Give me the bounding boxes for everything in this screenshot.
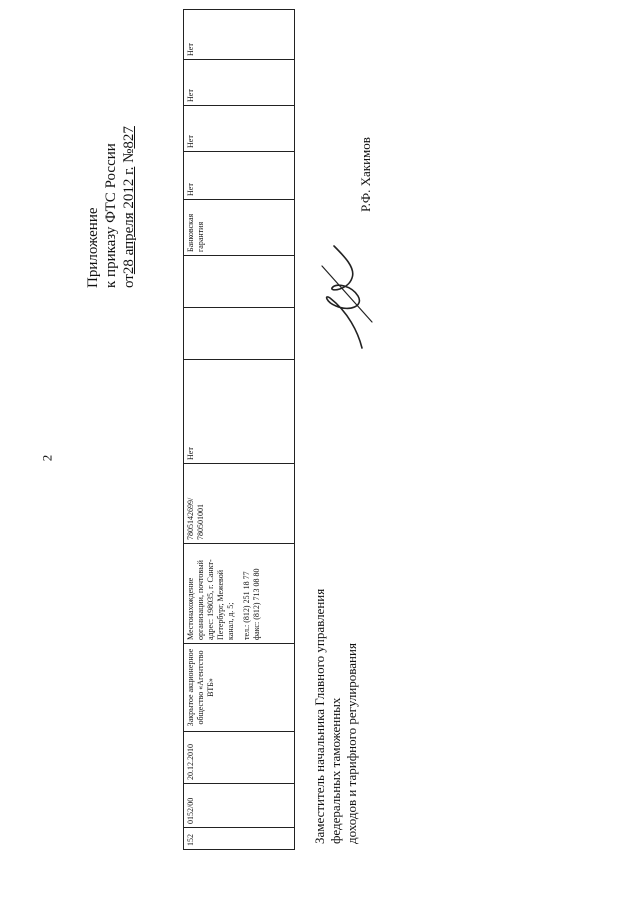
cell-org: Закрытое акционерное общество «Агентство ВТБ» (184, 644, 295, 732)
cell-reg-no: 0152/00 (184, 784, 295, 828)
cell-col13: Нет (184, 60, 295, 106)
fax-text: факс: (812) 713 08 80 (252, 568, 261, 640)
cell-num: 152 (184, 828, 295, 850)
handwritten-signature (318, 242, 378, 352)
table-row (184, 10, 295, 850)
annex-date-line (120, 28, 138, 288)
signer-name: Р.Ф. Хакимов (358, 137, 373, 212)
registry-table (183, 9, 295, 850)
annex-title: Приложение (85, 207, 101, 288)
cell-col12: Нет (184, 106, 295, 152)
cell-col7: Нет (184, 360, 295, 464)
cell-guarantee: Банковская гарантия (184, 200, 295, 256)
cell-date: 20.12.2010 (184, 732, 295, 784)
annex-header (84, 28, 138, 288)
signer-line-2: федеральных таможенных (328, 697, 343, 844)
address-text: Местонахождение организации, почтовый адрес: 198035, г. Санкт-Петербург, Межевой канал, д. 5; (186, 559, 235, 640)
annex-number: 827 (121, 126, 137, 149)
cell-col8 (184, 308, 295, 360)
annex-date-prefix: от (121, 274, 137, 288)
signer-title (312, 504, 360, 844)
signer-line-1: Заместитель начальника Главного управления (312, 588, 327, 844)
cell-col14: Нет (184, 10, 295, 60)
phone-text: тел.: (812) 251 18 77 (242, 571, 251, 640)
page-number: 2 (39, 454, 55, 462)
annex-number-prefix: № (121, 148, 137, 163)
signer-line-3: доходов и тарифного регулирования (344, 643, 359, 844)
cell-address (184, 544, 295, 644)
cell-col11: Нет (184, 152, 295, 200)
cell-inn-kpp: 7805142699/ 780501001 (184, 464, 295, 544)
annex-order-ref: к приказу ФТС России (103, 143, 119, 288)
cell-col9 (184, 256, 295, 308)
annex-date: 28 апреля 2012 г. (121, 166, 137, 275)
